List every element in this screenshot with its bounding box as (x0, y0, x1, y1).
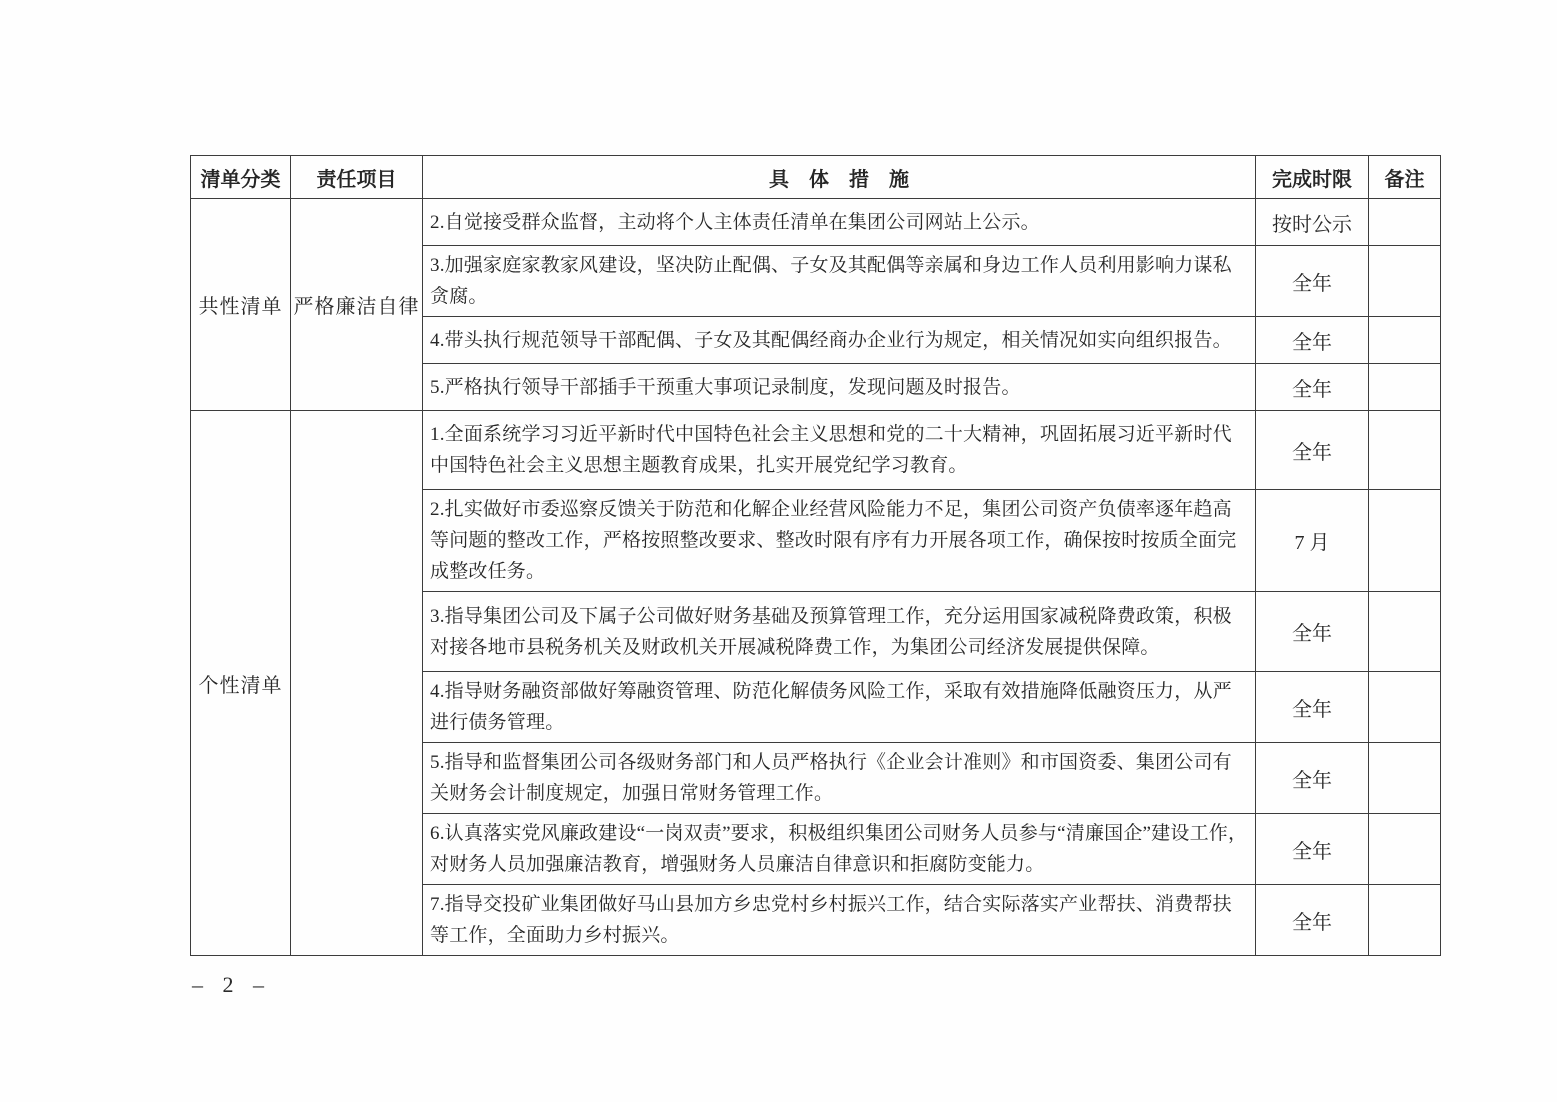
note-cell (1369, 317, 1441, 364)
note-cell (1369, 199, 1441, 246)
deadline-cell: 全年 (1256, 411, 1369, 490)
category-cell-common: 共性清单 (191, 199, 291, 411)
deadline-cell: 全年 (1256, 364, 1369, 411)
measure-cell: 5.严格执行领导干部插手干预重大事项记录制度，发现问题及时报告。 (423, 364, 1256, 411)
header-measures: 具 体 措 施 (423, 156, 1256, 199)
deadline-cell: 全年 (1256, 317, 1369, 364)
project-cell-individual (291, 411, 423, 956)
table-header-row (191, 156, 1441, 199)
note-cell (1369, 672, 1441, 743)
measure-cell: 1.全面系统学习习近平新时代中国特色社会主义思想和党的二十大精神，巩固拓展习近平新时代中国特色社会主义思想主题教育成果，扎实开展党纪学习教育。 (423, 411, 1256, 490)
measure-cell: 2.自觉接受群众监督，主动将个人主体责任清单在集团公司网站上公示。 (423, 199, 1256, 246)
measure-cell: 4.带头执行规范领导干部配偶、子女及其配偶经商办企业行为规定，相关情况如实向组织报告。 (423, 317, 1256, 364)
note-cell (1369, 490, 1441, 592)
category-cell-individual: 个性清单 (191, 411, 291, 956)
table-row (191, 411, 1441, 490)
header-note: 备注 (1369, 156, 1441, 199)
note-cell (1369, 364, 1441, 411)
measure-cell: 2.扎实做好市委巡察反馈关于防范和化解企业经营风险能力不足，集团公司资产负债率逐年趋高等问题的整改工作，严格按照整改要求、整改时限有序有力开展各项工作，确保按时按质全面完成整改任务。 (423, 490, 1256, 592)
deadline-cell: 全年 (1256, 885, 1369, 956)
deadline-cell: 全年 (1256, 246, 1369, 317)
note-cell (1369, 411, 1441, 490)
measure-cell: 6.认真落实党风廉政建设“一岗双责”要求，积极组织集团公司财务人员参与“清廉国企”建设工作，对财务人员加强廉洁教育，增强财务人员廉洁自律意识和拒腐防变能力。 (423, 814, 1256, 885)
measure-cell: 7.指导交投矿业集团做好马山县加方乡忠党村乡村振兴工作，结合实际落实产业帮扶、消费帮扶等工作，全面助力乡村振兴。 (423, 885, 1256, 956)
measure-cell: 5.指导和监督集团公司各级财务部门和人员严格执行《企业会计准则》和市国资委、集团公司有关财务会计制度规定，加强日常财务管理工作。 (423, 743, 1256, 814)
header-category: 清单分类 (191, 156, 291, 199)
responsibility-list-table (190, 155, 1441, 956)
deadline-cell: 按时公示 (1256, 199, 1369, 246)
note-cell (1369, 246, 1441, 317)
table-row (191, 199, 1441, 246)
note-cell (1369, 814, 1441, 885)
project-cell-common: 严格廉洁自律 (291, 199, 423, 411)
measure-cell: 3.加强家庭家教家风建设，坚决防止配偶、子女及其配偶等亲属和身边工作人员利用影响力谋私贪腐。 (423, 246, 1256, 317)
note-cell (1369, 592, 1441, 672)
deadline-cell: 7 月 (1256, 490, 1369, 592)
measure-cell: 4.指导财务融资部做好筹融资管理、防范化解债务风险工作，采取有效措施降低融资压力，从严进行债务管理。 (423, 672, 1256, 743)
measure-cell: 3.指导集团公司及下属子公司做好财务基础及预算管理工作，充分运用国家减税降费政策，积极对接各地市县税务机关及财政机关开展减税降费工作，为集团公司经济发展提供保障。 (423, 592, 1256, 672)
header-deadline: 完成时限 (1256, 156, 1369, 199)
deadline-cell: 全年 (1256, 814, 1369, 885)
page-number: – 2 – (192, 972, 271, 997)
deadline-cell: 全年 (1256, 743, 1369, 814)
deadline-cell: 全年 (1256, 672, 1369, 743)
header-project: 责任项目 (291, 156, 423, 199)
deadline-cell: 全年 (1256, 592, 1369, 672)
note-cell (1369, 743, 1441, 814)
note-cell (1369, 885, 1441, 956)
